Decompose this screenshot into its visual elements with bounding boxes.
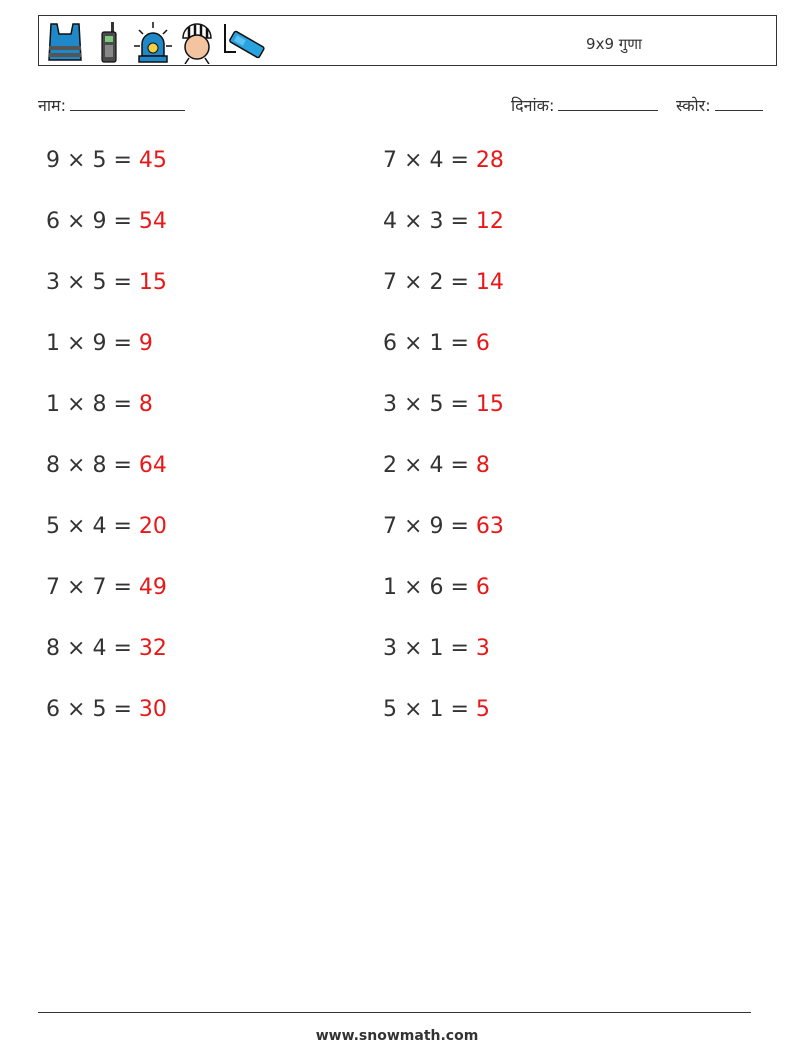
operand-b: 9: [92, 209, 107, 234]
operand-a: 9: [46, 148, 60, 173]
answer: 63: [475, 514, 504, 539]
operand-b: 5: [429, 392, 444, 417]
times-sign: ×: [67, 575, 86, 600]
equals-sign: =: [113, 392, 132, 417]
footer-url: www.snowmath.com: [315, 1028, 479, 1044]
operand-a: 6: [46, 209, 60, 234]
operand-b: 3: [429, 209, 444, 234]
problem-left-6: [46, 453, 167, 478]
footer-rule: [38, 1012, 751, 1013]
equals-sign: =: [113, 270, 132, 295]
score-label: स्कोर:: [676, 96, 711, 115]
problem-right-7: [383, 514, 504, 539]
answer: 32: [138, 636, 167, 661]
operand-b: 4: [429, 148, 444, 173]
equals-sign: =: [450, 148, 469, 173]
operand-a: 3: [46, 270, 60, 295]
times-sign: ×: [67, 209, 86, 234]
equals-sign: =: [450, 392, 469, 417]
operand-b: 7: [92, 575, 107, 600]
times-sign: ×: [404, 392, 423, 417]
answer: 8: [475, 453, 490, 478]
operand-b: 9: [92, 331, 107, 356]
times-sign: ×: [404, 453, 423, 478]
answer: 8: [138, 392, 153, 417]
times-sign: ×: [67, 453, 86, 478]
problem-right-10: [383, 697, 490, 722]
times-sign: ×: [404, 575, 423, 600]
problem-right-1: [383, 148, 504, 173]
operand-b: 5: [92, 697, 107, 722]
problem-right-5: [383, 392, 504, 417]
operand-a: 8: [46, 453, 60, 478]
answer: 28: [475, 148, 504, 173]
operand-b: 1: [429, 636, 444, 661]
answer: 54: [138, 209, 167, 234]
problem-left-10: [46, 697, 167, 722]
problem-right-6: [383, 453, 490, 478]
operand-b: 1: [429, 697, 444, 722]
date-label: दिनांक:: [511, 96, 555, 115]
equals-sign: =: [450, 514, 469, 539]
problem-left-1: [46, 148, 167, 173]
siren-icon: [133, 20, 173, 64]
equals-sign: =: [450, 209, 469, 234]
times-sign: ×: [404, 270, 423, 295]
vest-icon: [45, 20, 85, 64]
equals-sign: =: [113, 148, 132, 173]
answer: 14: [475, 270, 504, 295]
answer: 9: [138, 331, 153, 356]
operand-a: 3: [383, 636, 397, 661]
problem-left-2: [46, 209, 167, 234]
date-line: [558, 96, 658, 111]
operand-a: 1: [46, 392, 60, 417]
operand-a: 7: [383, 148, 397, 173]
operand-b: 4: [429, 453, 444, 478]
answer: 15: [475, 392, 504, 417]
problem-right-4: [383, 331, 490, 356]
operand-a: 3: [383, 392, 397, 417]
answer: 3: [475, 636, 490, 661]
times-sign: ×: [67, 331, 86, 356]
answer: 12: [475, 209, 504, 234]
operand-a: 1: [46, 331, 60, 356]
times-sign: ×: [404, 209, 423, 234]
problem-left-3: [46, 270, 167, 295]
times-sign: ×: [67, 636, 86, 661]
operand-b: 5: [92, 270, 107, 295]
times-sign: ×: [404, 148, 423, 173]
problem-right-3: [383, 270, 504, 295]
operand-b: 8: [92, 453, 107, 478]
equals-sign: =: [113, 636, 132, 661]
operand-a: 1: [383, 575, 397, 600]
operand-b: 8: [92, 392, 107, 417]
equals-sign: =: [113, 514, 132, 539]
operand-a: 5: [383, 697, 397, 722]
equals-sign: =: [113, 697, 132, 722]
operand-a: 7: [383, 514, 397, 539]
answer: 64: [138, 453, 167, 478]
operand-a: 6: [46, 697, 60, 722]
equals-sign: =: [450, 697, 469, 722]
score-field: [676, 94, 763, 116]
problem-right-8: [383, 575, 490, 600]
equals-sign: =: [450, 331, 469, 356]
problem-left-5: [46, 392, 153, 417]
score-line: [715, 96, 763, 111]
name-line: [70, 96, 185, 111]
answer: 30: [138, 697, 167, 722]
times-sign: ×: [67, 270, 86, 295]
walkie-talkie-icon: [89, 20, 129, 64]
answer: 20: [138, 514, 167, 539]
times-sign: ×: [67, 392, 86, 417]
times-sign: ×: [67, 697, 86, 722]
equals-sign: =: [113, 331, 132, 356]
times-sign: ×: [404, 514, 423, 539]
equals-sign: =: [450, 453, 469, 478]
header-box: [38, 15, 777, 66]
operand-a: 4: [383, 209, 397, 234]
operand-a: 8: [46, 636, 60, 661]
times-sign: ×: [67, 148, 86, 173]
operand-b: 2: [429, 270, 444, 295]
answer: 45: [138, 148, 167, 173]
equals-sign: =: [450, 270, 469, 295]
operand-b: 1: [429, 331, 444, 356]
answer: 5: [475, 697, 490, 722]
problem-right-9: [383, 636, 490, 661]
operand-a: 6: [383, 331, 397, 356]
times-sign: ×: [404, 697, 423, 722]
operand-a: 2: [383, 453, 397, 478]
name-label: नाम:: [38, 96, 66, 115]
problem-left-4: [46, 331, 153, 356]
prisoner-icon: [177, 20, 217, 64]
problem-left-8: [46, 575, 167, 600]
equals-sign: =: [113, 453, 132, 478]
times-sign: ×: [404, 331, 423, 356]
equals-sign: =: [113, 209, 132, 234]
date-field: [511, 94, 658, 116]
operand-a: 7: [46, 575, 60, 600]
answer: 6: [475, 331, 490, 356]
equals-sign: =: [113, 575, 132, 600]
operand-a: 5: [46, 514, 60, 539]
header-icons: [45, 19, 267, 65]
operand-b: 6: [429, 575, 444, 600]
worksheet-title: 9x9 गुणा: [586, 35, 642, 53]
name-field: [38, 94, 185, 116]
operand-b: 9: [429, 514, 444, 539]
answer: 15: [138, 270, 167, 295]
equals-sign: =: [450, 636, 469, 661]
equals-sign: =: [450, 575, 469, 600]
operand-a: 7: [383, 270, 397, 295]
operand-b: 4: [92, 636, 107, 661]
stapler-icon: [221, 20, 267, 64]
answer: 6: [475, 575, 490, 600]
times-sign: ×: [67, 514, 86, 539]
answer: 49: [138, 575, 167, 600]
problem-left-7: [46, 514, 167, 539]
times-sign: ×: [404, 636, 423, 661]
operand-b: 4: [92, 514, 107, 539]
problem-right-2: [383, 209, 504, 234]
problem-left-9: [46, 636, 167, 661]
operand-b: 5: [92, 148, 107, 173]
